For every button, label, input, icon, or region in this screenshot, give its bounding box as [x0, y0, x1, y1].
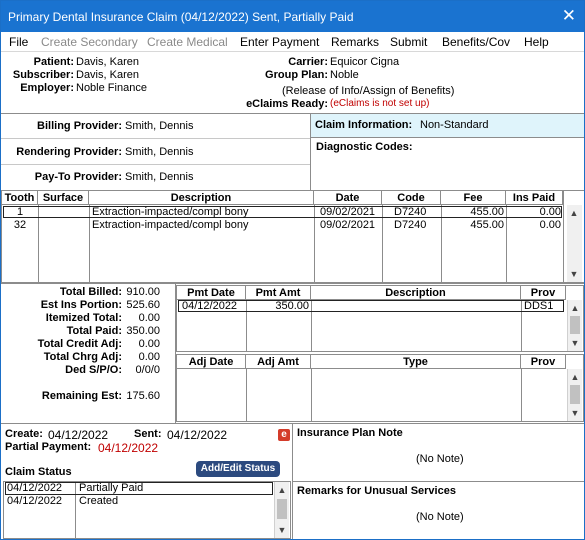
row-ins-paid: 0.00 [539, 219, 561, 231]
claim-info-value: Non-Standard [420, 119, 489, 131]
employer-label: Employer: [20, 82, 74, 94]
menu-enter-payment[interactable]: Enter Payment [240, 35, 320, 49]
divider [1, 283, 584, 284]
status-text: Partially Paid [79, 482, 144, 494]
menu-create-secondary[interactable]: Create Secondary [41, 35, 138, 49]
row-tooth: 1 [16, 206, 24, 218]
total-paid-label: Total Paid: [66, 325, 122, 337]
col-adj-amt: Adj Amt [246, 355, 311, 369]
window-title: Primary Dental Insurance Claim (04/12/2022) Sent, Partially Paid [8, 10, 354, 24]
title-bar [1, 1, 584, 32]
remarks-label: Remarks for Unusual Services [297, 485, 456, 497]
menu-submit[interactable]: Submit [390, 35, 428, 49]
col-surface: Surface [38, 191, 89, 205]
scroll-up-icon[interactable]: ▲ [569, 208, 579, 218]
col-tooth: Tooth [2, 191, 38, 205]
col-pmt-prov: Prov [521, 286, 566, 300]
grid-line [246, 369, 247, 421]
col-pmt-description: Description [311, 286, 521, 300]
menu-benefits-cov[interactable]: Benefits/Cov [442, 35, 511, 49]
divider [1, 138, 310, 139]
pmt-prov: DDS1 [524, 300, 554, 312]
col-pmt-date: Pmt Date [177, 286, 246, 300]
claim-information-box[interactable] [311, 114, 584, 138]
partial-payment-date: 04/12/2022 [98, 441, 159, 455]
remaining-est-label: Remaining Est: [41, 390, 122, 402]
row-fee: 455.00 [470, 219, 504, 231]
plan-note-text[interactable]: (No Note) [416, 453, 464, 465]
row-description: Extraction-impacted/compl bony [92, 219, 249, 231]
menu-bar [1, 32, 584, 52]
col-code: Code [382, 191, 441, 205]
billing-provider[interactable]: Smith, Dennis [125, 120, 194, 132]
divider [292, 481, 584, 482]
group-plan-label: Group Plan: [265, 69, 328, 81]
col-adj-type: Type [311, 355, 521, 369]
ded-spo-label: Ded S/P/O: [65, 364, 122, 376]
carrier-label: Carrier: [288, 56, 328, 68]
row-tooth: 32 [13, 219, 27, 231]
scroll-down-icon[interactable]: ▼ [570, 408, 580, 418]
rendering-provider-label: Rendering Provider: [16, 146, 122, 158]
billing-provider-label: Billing Provider: [37, 120, 122, 132]
close-icon[interactable]: ✕ [561, 6, 576, 25]
plan-note-label: Insurance Plan Note [297, 427, 403, 439]
row-code: D7240 [394, 206, 427, 218]
employer-name: Noble Finance [76, 82, 147, 94]
status-scrollbar[interactable] [274, 482, 289, 538]
eclaims-status: (eClaims is not set up) [330, 98, 430, 109]
add-edit-status-button[interactable]: Add/Edit Status [196, 461, 280, 477]
scroll-down-icon[interactable]: ▼ [570, 338, 580, 348]
row-ins-paid: 0.00 [539, 206, 561, 218]
grid-line [311, 369, 312, 421]
sent-label: Sent: [134, 428, 162, 440]
release-info: (Release of Info/Assign of Benefits) [282, 85, 455, 97]
pmt-date: 04/12/2022 [182, 300, 238, 312]
pmt-amt: 350.00 [275, 300, 309, 312]
itemized-total-label: Itemized Total: [45, 312, 122, 324]
claim-status-label: Claim Status [5, 466, 72, 478]
itemized-total: 0.00 [138, 312, 160, 324]
scroll-up-icon[interactable]: ▲ [277, 485, 287, 495]
eclaims-label: eClaims Ready: [246, 98, 328, 110]
col-description: Description [89, 191, 314, 205]
est-ins-portion-label: Est Ins Portion: [40, 299, 122, 311]
scroll-up-icon[interactable]: ▲ [570, 303, 580, 313]
grid-line [521, 369, 522, 421]
sent-date: 04/12/2022 [167, 428, 228, 442]
create-date: 04/12/2022 [48, 428, 109, 442]
col-ins-paid: Ins Paid [506, 191, 563, 205]
total-credit-adj: 0.00 [138, 338, 160, 350]
total-credit-adj-label: Total Credit Adj: [37, 338, 122, 350]
carrier-name: Equicor Cigna [330, 56, 400, 68]
total-billed: 910.00 [126, 286, 160, 298]
scroll-thumb[interactable] [277, 499, 287, 519]
row-fee: 455.00 [470, 206, 504, 218]
subscriber-label: Subscriber: [12, 69, 74, 81]
remaining-est: 175.60 [126, 390, 160, 402]
claim-info-label: Claim Information: [315, 119, 413, 131]
payto-provider[interactable]: Smith, Dennis [125, 171, 194, 183]
create-label: Create: [5, 428, 43, 440]
rendering-provider[interactable]: Smith, Dennis [125, 146, 194, 158]
payto-provider-label: Pay-To Provider: [34, 171, 122, 183]
est-ins-portion: 525.60 [126, 299, 160, 311]
remarks-text[interactable]: (No Note) [416, 511, 464, 523]
diagnostic-codes-label: Diagnostic Codes: [316, 141, 413, 153]
total-billed-label: Total Billed: [59, 286, 122, 298]
scroll-down-icon[interactable]: ▼ [277, 525, 287, 535]
scroll-down-icon[interactable]: ▼ [569, 269, 579, 279]
col-fee: Fee [441, 191, 506, 205]
ded-spo: 0/0/0 [135, 364, 160, 376]
menu-remarks[interactable]: Remarks [331, 35, 380, 49]
status-text: Created [79, 495, 119, 507]
row-description: Extraction-impacted/compl bony [92, 206, 249, 218]
row-code: D7240 [394, 219, 427, 231]
subscriber-name: Davis, Karen [76, 69, 139, 81]
procedures-scrollbar[interactable] [567, 205, 582, 282]
col-date: Date [314, 191, 382, 205]
patient-name: Davis, Karen [76, 56, 139, 68]
patient-label: Patient: [33, 56, 74, 68]
menu-create-medical[interactable]: Create Medical [147, 35, 228, 49]
total-chrg-adj-label: Total Chrg Adj: [43, 351, 122, 363]
col-pmt-amt: Pmt Amt [246, 286, 311, 300]
menu-help[interactable]: Help [524, 35, 549, 49]
total-paid: 350.00 [126, 325, 160, 337]
scroll-thumb[interactable] [570, 316, 580, 334]
eclaim-icon[interactable]: e [278, 429, 290, 441]
row-date: 09/02/2021 [320, 219, 376, 231]
status-date: 04/12/2022 [7, 482, 63, 494]
partial-payment-label: Partial Payment: [5, 441, 92, 453]
scroll-up-icon[interactable]: ▲ [570, 372, 580, 382]
row-date: 09/02/2021 [320, 206, 376, 218]
grid-line [563, 191, 564, 282]
col-adj-prov: Prov [521, 355, 566, 369]
group-plan-name: Noble [330, 69, 359, 81]
adjustments-scrollbar[interactable] [567, 369, 582, 421]
total-chrg-adj: 0.00 [138, 351, 160, 363]
payments-scrollbar[interactable] [567, 300, 582, 351]
col-adj-date: Adj Date [177, 355, 246, 369]
scroll-thumb[interactable] [570, 385, 580, 404]
status-date: 04/12/2022 [7, 495, 63, 507]
divider [1, 164, 310, 165]
menu-file[interactable]: File [9, 35, 29, 49]
